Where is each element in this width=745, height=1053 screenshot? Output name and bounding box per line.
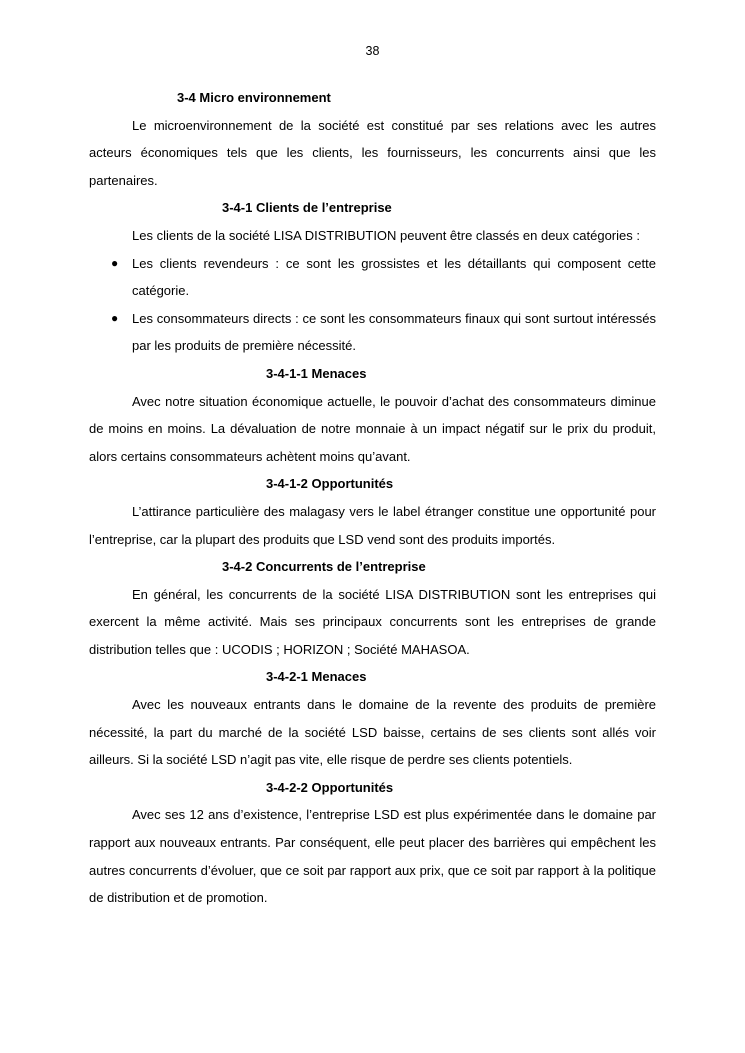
section-intro-paragraph: Le microenvironnement de la société est constitué par ses relations avec les autres acteurs économiques tels que les clients, les fournisseurs, les concurrents ainsi que les partenaires. xyxy=(89,117,656,188)
concurrents-opportunites-paragraph: Avec ses 12 ans d’existence, l’entreprise LSD est plus expérimentée dans le domaine par rapport aux nouveaux entrants. Par conséquent, elle peut placer des barrières qui empêchent les autres concurrents d’évoluer, que ce soit par rapport aux prix, que ce soit par rapport à la politique de distribution et de promotion. xyxy=(89,807,656,906)
clients-menaces-paragraph: Avec notre situation économique actuelle, le pouvoir d’achat des consommateurs diminue de moins en moins. La dévaluation de notre monnaie à un impact négatif sur le prix du produit, alors certains consommateurs achètent moins qu’avant. xyxy=(89,393,656,464)
list-item xyxy=(89,250,656,305)
section-heading-micro-environnement: 3-4 Micro environnement xyxy=(177,90,331,105)
concurrents-menaces-paragraph: Avec les nouveaux entrants dans le domaine de la revente des produits de première nécessité, la part du marché de la société LSD baisse, certains de ses clients sont allés voir ailleurs. Si la société LSD n’agit pas vite, elle risque de perdre ses clients potentiels. xyxy=(89,697,656,768)
subsection-heading-clients: 3-4-1 Clients de l’entreprise xyxy=(222,200,392,216)
clients-opportunites-paragraph: L’attirance particulière des malagasy vers le label étranger constitue une opportunité pour l’entreprise, car la plupart des produits que LSD vend sont des produits importés. xyxy=(89,503,656,547)
bullet-text: Les clients revendeurs : ce sont les grossistes et les détaillants qui composent cette catégorie. xyxy=(132,255,656,299)
clients-intro-paragraph: Les clients de la société LISA DISTRIBUTION peuvent être classés en deux catégories : xyxy=(132,227,640,243)
page-content xyxy=(89,84,656,912)
bullet-text: Les consommateurs directs : ce sont les consommateurs finaux qui sont surtout intéressés par les produits de première nécessité. xyxy=(132,310,656,354)
heading-clients-opportunites: 3-4-1-2 Opportunités xyxy=(266,476,394,492)
subsection-heading-concurrents: 3-4-2 Concurrents de l’entreprise xyxy=(222,559,426,575)
bullet-icon: ● xyxy=(111,310,119,325)
heading-concurrents-opportunites: 3-4-2-2 Opportunités xyxy=(266,779,394,795)
list-item xyxy=(89,305,656,360)
bullet-icon: ● xyxy=(111,255,119,270)
clients-bullet-list xyxy=(89,250,656,360)
concurrents-intro-paragraph: En général, les concurrents de la société LISA DISTRIBUTION sont les entreprises qui exercent la même activité. Mais ses principaux concurrents sont les entreprises de grande distribution telles que : UCODIS ; HORIZON ; Société MAHASOA. xyxy=(89,586,656,657)
heading-concurrents-menaces: 3-4-2-1 Menaces xyxy=(266,669,367,685)
page-number: 38 xyxy=(365,44,380,58)
heading-clients-menaces: 3-4-1-1 Menaces xyxy=(266,365,367,381)
